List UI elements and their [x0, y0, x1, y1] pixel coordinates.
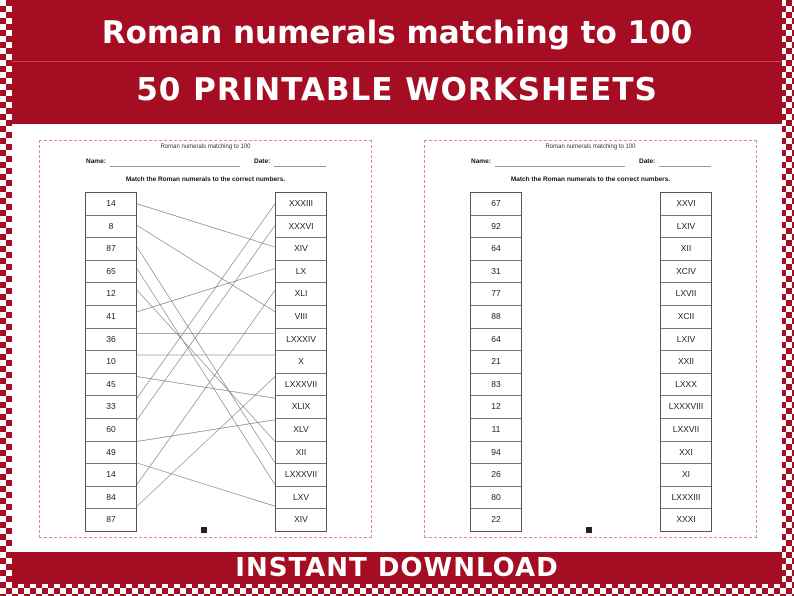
name-label: Name:	[86, 158, 106, 165]
numeral-cell: XI	[661, 463, 711, 486]
numeral-cell: LXXXVII	[276, 373, 326, 396]
numeral-cell: LXV	[276, 486, 326, 509]
numeral-cell: LXIV	[661, 328, 711, 351]
number-cell: 31	[471, 260, 521, 283]
match-line	[137, 463, 275, 506]
numeral-cell: LXXVII	[661, 418, 711, 441]
number-cell: 36	[86, 328, 136, 351]
number-cell: 14	[106, 198, 116, 208]
publisher-logo-icon	[586, 527, 592, 533]
numbers-column	[470, 192, 522, 532]
number-cell: 14	[86, 463, 136, 486]
numeral-cell: XXXI	[661, 508, 711, 531]
numeral-cell: XIV	[276, 508, 326, 531]
numeral-cell: XXXIII	[288, 198, 314, 208]
number-cell: 8	[86, 215, 136, 238]
match-line	[137, 225, 275, 419]
numeral-cell: LXVII	[661, 282, 711, 305]
numeral-cell: XIV	[276, 237, 326, 260]
numeral-cell: XCIV	[661, 260, 711, 283]
worksheet-title: Roman numerals matching to 100	[160, 144, 251, 150]
numeral-cell: LXXXVII	[276, 463, 326, 486]
match-line	[137, 377, 275, 507]
match-line	[137, 204, 275, 398]
numeral-cell: LXXX	[661, 373, 711, 396]
number-cell: 12	[471, 395, 521, 418]
match-line	[137, 225, 275, 311]
number-cell: 21	[471, 350, 521, 373]
date-label: Date:	[254, 158, 271, 165]
date-label: Date:	[639, 158, 656, 165]
banner-subtitle: 50 PRINTABLE WORKSHEETS	[136, 71, 658, 108]
number-cell: 64	[471, 237, 521, 260]
match-line	[137, 420, 275, 442]
worksheet-title: Roman numerals matching to 100	[545, 144, 636, 150]
name-label: Name:	[471, 158, 491, 165]
number-cell: 41	[86, 305, 136, 328]
number-cell: 49	[86, 441, 136, 464]
number-cell: 60	[86, 418, 136, 441]
banner-title: Roman numerals matching to 100	[101, 14, 693, 51]
date-underline	[274, 166, 326, 167]
number-cell: 80	[471, 486, 521, 509]
numeral-cell: XII	[276, 441, 326, 464]
match-line	[137, 269, 275, 485]
match-line	[137, 290, 275, 441]
numeral-cell: XXI	[661, 441, 711, 464]
numeral-cell: XLI	[276, 282, 326, 305]
number-cell: 83	[471, 373, 521, 396]
worksheet-instructions: Match the Roman numerals to the correct numbers.	[510, 176, 671, 183]
numeral-cell: X	[276, 350, 326, 373]
numeral-cell: XLIX	[276, 395, 326, 418]
name-underline	[110, 166, 240, 167]
numeral-cell: XXII	[661, 350, 711, 373]
publisher-logo-icon	[201, 527, 207, 533]
preview-area	[12, 124, 782, 552]
match-line	[137, 377, 275, 399]
numeral-cell: LXXXIV	[276, 328, 326, 351]
number-cell: 67	[491, 198, 501, 208]
instant-download-label: INSTANT DOWNLOAD	[235, 553, 559, 583]
numeral-cell: LXXXVIII	[661, 395, 711, 418]
number-cell: 11	[471, 418, 521, 441]
number-cell: 45	[86, 373, 136, 396]
name-underline	[495, 166, 625, 167]
worksheet-preview-blank	[424, 140, 757, 538]
number-cell: 33	[86, 395, 136, 418]
numerals-column	[275, 192, 327, 532]
number-cell: 22	[471, 508, 521, 531]
number-cell: 10	[86, 350, 136, 373]
number-cell: 87	[86, 508, 136, 531]
number-cell: 12	[86, 282, 136, 305]
numeral-cell: VIII	[276, 305, 326, 328]
banner-divider	[12, 61, 782, 62]
numeral-cell: LX	[276, 260, 326, 283]
numbers-column	[85, 192, 137, 532]
number-cell: 65	[86, 260, 136, 283]
numeral-cell: XXVI	[676, 198, 696, 208]
numeral-cell: XCII	[661, 305, 711, 328]
number-cell: 77	[471, 282, 521, 305]
number-cell: 88	[471, 305, 521, 328]
numeral-cell: XII	[661, 237, 711, 260]
numeral-cell: LXXXIII	[661, 486, 711, 509]
number-cell: 92	[471, 215, 521, 238]
numeral-cell: XLV	[276, 418, 326, 441]
worksheet-instructions: Match the Roman numerals to the correct numbers.	[125, 176, 286, 183]
number-cell: 64	[471, 328, 521, 351]
worksheet-preview-answered	[39, 140, 372, 538]
match-line	[137, 204, 275, 247]
match-line	[137, 247, 275, 463]
number-cell: 87	[86, 237, 136, 260]
numerals-column	[660, 192, 712, 532]
match-line	[137, 269, 275, 312]
bottom-banner	[12, 552, 782, 584]
numeral-cell: LXIV	[661, 215, 711, 238]
number-cell: 84	[86, 486, 136, 509]
date-underline	[659, 166, 711, 167]
match-line	[137, 290, 275, 484]
number-cell: 26	[471, 463, 521, 486]
number-cell: 94	[471, 441, 521, 464]
top-banner	[12, 0, 782, 124]
numeral-cell: XXXVI	[276, 215, 326, 238]
